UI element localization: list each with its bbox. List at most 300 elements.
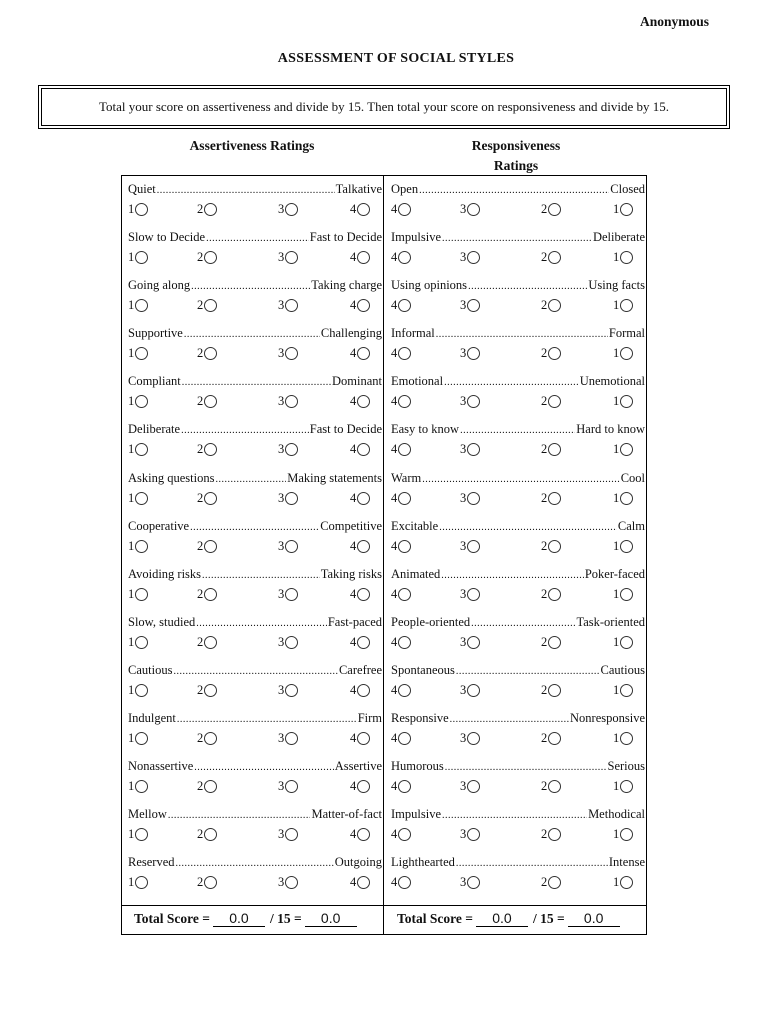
radio-button[interactable] xyxy=(204,636,217,649)
rating-number: 1 xyxy=(613,394,620,409)
rating-option[interactable] xyxy=(541,827,561,842)
item-labels xyxy=(391,422,645,441)
radio-button[interactable] xyxy=(548,251,561,264)
rating-option[interactable] xyxy=(613,779,633,794)
item-labels xyxy=(391,471,645,490)
rating-option[interactable] xyxy=(128,346,148,361)
radio-button[interactable] xyxy=(467,395,480,408)
rating-number: 3 xyxy=(460,731,467,746)
rating-option[interactable] xyxy=(460,298,480,313)
radio-button[interactable] xyxy=(467,828,480,841)
radio-button[interactable] xyxy=(467,636,480,649)
rating-option[interactable] xyxy=(391,875,411,890)
radio-button[interactable] xyxy=(467,203,480,216)
total-score-label: Total Score = xyxy=(134,911,210,926)
rating-option[interactable] xyxy=(541,202,561,217)
rating-option[interactable] xyxy=(350,635,370,650)
rating-option[interactable] xyxy=(613,442,633,457)
rating-option[interactable] xyxy=(460,346,480,361)
rating-option[interactable] xyxy=(460,202,480,217)
rating-option[interactable] xyxy=(541,587,561,602)
radio-button[interactable] xyxy=(548,780,561,793)
radio-button[interactable] xyxy=(357,780,370,793)
radio-button[interactable] xyxy=(135,876,148,889)
rating-option[interactable] xyxy=(613,346,633,361)
radio-button[interactable] xyxy=(285,395,298,408)
rating-option[interactable] xyxy=(541,875,561,890)
right-anchor-label: Taking charge xyxy=(311,278,382,293)
radio-button[interactable] xyxy=(398,732,411,745)
radio-button[interactable] xyxy=(357,540,370,553)
rating-option[interactable] xyxy=(541,539,561,554)
radio-button[interactable] xyxy=(204,732,217,745)
rating-option[interactable] xyxy=(350,587,370,602)
radio-button[interactable] xyxy=(357,684,370,697)
rating-option[interactable] xyxy=(460,875,480,890)
rating-options xyxy=(128,587,382,607)
radio-button[interactable] xyxy=(204,876,217,889)
radio-button[interactable] xyxy=(135,347,148,360)
item-labels xyxy=(128,567,382,586)
author-name: Anonymous xyxy=(639,14,709,29)
radio-button[interactable] xyxy=(467,347,480,360)
rating-option[interactable] xyxy=(278,491,298,506)
rating-option[interactable] xyxy=(350,346,370,361)
radio-button[interactable] xyxy=(285,588,298,601)
rating-option[interactable] xyxy=(128,827,148,842)
rating-option[interactable] xyxy=(278,539,298,554)
rating-option[interactable] xyxy=(128,779,148,794)
rating-option[interactable] xyxy=(541,442,561,457)
right-anchor-label: Outgoing xyxy=(334,855,382,870)
radio-button[interactable] xyxy=(285,251,298,264)
radio-button[interactable] xyxy=(398,876,411,889)
rating-number: 1 xyxy=(613,298,620,313)
radio-button[interactable] xyxy=(357,203,370,216)
rating-option[interactable] xyxy=(128,298,148,313)
radio-button[interactable] xyxy=(548,684,561,697)
rating-option[interactable] xyxy=(613,587,633,602)
rating-option[interactable] xyxy=(278,827,298,842)
radio-button[interactable] xyxy=(398,540,411,553)
dot-leader xyxy=(202,570,320,581)
rating-option[interactable] xyxy=(541,394,561,409)
radio-button[interactable] xyxy=(398,251,411,264)
radio-button[interactable] xyxy=(398,588,411,601)
radio-button[interactable] xyxy=(357,347,370,360)
responsiveness-heading-line2: Ratings xyxy=(493,158,539,173)
rating-option[interactable] xyxy=(197,635,217,650)
responsiveness-item xyxy=(391,759,645,807)
radio-button[interactable] xyxy=(285,684,298,697)
left-anchor-label: Deliberate xyxy=(128,422,181,437)
rating-option[interactable] xyxy=(350,875,370,890)
rating-option[interactable] xyxy=(197,346,217,361)
rating-option[interactable] xyxy=(541,635,561,650)
radio-button[interactable] xyxy=(620,828,633,841)
radio-button[interactable] xyxy=(135,780,148,793)
radio-button[interactable] xyxy=(135,251,148,264)
average-score-field[interactable]: 0.0 xyxy=(568,910,620,927)
radio-button[interactable] xyxy=(467,684,480,697)
rating-option[interactable] xyxy=(128,683,148,698)
radio-button[interactable] xyxy=(398,684,411,697)
total-divider xyxy=(122,905,646,906)
radio-button[interactable] xyxy=(204,540,217,553)
radio-button[interactable] xyxy=(620,395,633,408)
radio-button[interactable] xyxy=(548,540,561,553)
radio-button[interactable] xyxy=(548,588,561,601)
radio-button[interactable] xyxy=(398,780,411,793)
rating-option[interactable] xyxy=(613,491,633,506)
radio-button[interactable] xyxy=(204,203,217,216)
rating-option[interactable] xyxy=(197,827,217,842)
rating-number: 3 xyxy=(278,346,285,361)
rating-option[interactable] xyxy=(391,635,411,650)
rating-number: 2 xyxy=(541,250,548,265)
rating-options xyxy=(128,394,382,414)
assertiveness-item xyxy=(128,374,382,422)
rating-option[interactable] xyxy=(460,731,480,746)
rating-option[interactable] xyxy=(460,539,480,554)
rating-option[interactable] xyxy=(128,875,148,890)
rating-option[interactable] xyxy=(128,635,148,650)
radio-button[interactable] xyxy=(620,876,633,889)
rating-option[interactable] xyxy=(128,394,148,409)
rating-option[interactable] xyxy=(460,442,480,457)
item-labels xyxy=(128,326,382,345)
rating-option[interactable] xyxy=(278,875,298,890)
assertiveness-column xyxy=(128,182,382,903)
rating-option[interactable] xyxy=(391,587,411,602)
rating-option[interactable] xyxy=(197,587,217,602)
radio-button[interactable] xyxy=(467,492,480,505)
rating-option[interactable] xyxy=(613,202,633,217)
radio-button[interactable] xyxy=(135,636,148,649)
radio-button[interactable] xyxy=(135,299,148,312)
radio-button[interactable] xyxy=(204,492,217,505)
rating-option[interactable] xyxy=(541,731,561,746)
rating-option[interactable] xyxy=(350,442,370,457)
radio-button[interactable] xyxy=(204,251,217,264)
radio-button[interactable] xyxy=(620,540,633,553)
rating-option[interactable] xyxy=(613,250,633,265)
rating-option[interactable] xyxy=(350,250,370,265)
rating-option[interactable] xyxy=(391,539,411,554)
rating-number: 1 xyxy=(613,586,620,601)
rating-option[interactable] xyxy=(613,731,633,746)
radio-button[interactable] xyxy=(620,347,633,360)
radio-button[interactable] xyxy=(398,828,411,841)
radio-button[interactable] xyxy=(357,876,370,889)
rating-option[interactable] xyxy=(350,731,370,746)
rating-option[interactable] xyxy=(128,202,148,217)
rating-options xyxy=(128,539,382,559)
radio-button[interactable] xyxy=(548,443,561,456)
rating-option[interactable] xyxy=(541,250,561,265)
rating-option[interactable] xyxy=(278,683,298,698)
radio-button[interactable] xyxy=(204,299,217,312)
rating-option[interactable] xyxy=(391,827,411,842)
rating-number: 4 xyxy=(391,346,398,361)
total-score-field[interactable]: 0.0 xyxy=(213,910,265,927)
radio-button[interactable] xyxy=(204,780,217,793)
rating-options xyxy=(128,779,382,799)
radio-button[interactable] xyxy=(620,588,633,601)
rating-option[interactable] xyxy=(613,683,633,698)
rating-option[interactable] xyxy=(128,731,148,746)
radio-button[interactable] xyxy=(285,299,298,312)
rating-option[interactable] xyxy=(128,587,148,602)
radio-button[interactable] xyxy=(357,299,370,312)
rating-option[interactable] xyxy=(197,202,217,217)
rating-option[interactable] xyxy=(278,731,298,746)
left-anchor-label: Compliant xyxy=(128,374,181,389)
rating-option[interactable] xyxy=(278,779,298,794)
rating-option[interactable] xyxy=(128,539,148,554)
right-anchor-label: Fast to Decide xyxy=(309,422,382,437)
radio-button[interactable] xyxy=(467,732,480,745)
rating-option[interactable] xyxy=(541,298,561,313)
rating-option[interactable] xyxy=(350,202,370,217)
dot-leader xyxy=(439,522,617,533)
radio-button[interactable] xyxy=(357,636,370,649)
responsiveness-heading xyxy=(385,136,647,176)
rating-option[interactable] xyxy=(391,491,411,506)
radio-button[interactable] xyxy=(620,732,633,745)
radio-button[interactable] xyxy=(135,540,148,553)
page-title: ASSESSMENT OF SOCIAL STYLES xyxy=(277,51,515,66)
rating-option[interactable] xyxy=(391,731,411,746)
rating-option[interactable] xyxy=(613,875,633,890)
rating-option[interactable] xyxy=(197,442,217,457)
rating-option[interactable] xyxy=(350,539,370,554)
radio-button[interactable] xyxy=(135,395,148,408)
radio-button[interactable] xyxy=(357,588,370,601)
radio-button[interactable] xyxy=(620,251,633,264)
radio-button[interactable] xyxy=(620,780,633,793)
radio-button[interactable] xyxy=(285,492,298,505)
left-anchor-label: Avoiding risks xyxy=(128,566,202,581)
rating-option[interactable] xyxy=(460,827,480,842)
average-score-field[interactable]: 0.0 xyxy=(305,910,357,927)
radio-button[interactable] xyxy=(135,684,148,697)
radio-button[interactable] xyxy=(204,828,217,841)
rating-number: 4 xyxy=(350,634,357,649)
rating-option[interactable] xyxy=(197,394,217,409)
item-labels xyxy=(128,519,382,538)
radio-button[interactable] xyxy=(357,443,370,456)
rating-option[interactable] xyxy=(391,779,411,794)
radio-button[interactable] xyxy=(548,299,561,312)
rating-option[interactable] xyxy=(278,587,298,602)
radio-button[interactable] xyxy=(285,828,298,841)
radio-button[interactable] xyxy=(357,732,370,745)
radio-button[interactable] xyxy=(204,347,217,360)
rating-option[interactable] xyxy=(391,298,411,313)
rating-option[interactable] xyxy=(613,394,633,409)
rating-number: 1 xyxy=(128,586,135,601)
rating-option[interactable] xyxy=(197,731,217,746)
rating-number: 2 xyxy=(197,394,204,409)
radio-button[interactable] xyxy=(135,203,148,216)
radio-button[interactable] xyxy=(620,492,633,505)
radio-button[interactable] xyxy=(135,732,148,745)
rating-option[interactable] xyxy=(278,298,298,313)
rating-option[interactable] xyxy=(541,491,561,506)
rating-options xyxy=(391,635,645,655)
rating-number: 4 xyxy=(350,731,357,746)
radio-button[interactable] xyxy=(548,347,561,360)
rating-number: 4 xyxy=(391,442,398,457)
rating-option[interactable] xyxy=(613,827,633,842)
radio-button[interactable] xyxy=(285,876,298,889)
radio-button[interactable] xyxy=(285,203,298,216)
radio-button[interactable] xyxy=(548,203,561,216)
item-labels xyxy=(391,182,645,201)
radio-button[interactable] xyxy=(548,492,561,505)
radio-button[interactable] xyxy=(548,732,561,745)
radio-button[interactable] xyxy=(398,492,411,505)
rating-option[interactable] xyxy=(460,635,480,650)
rating-number: 4 xyxy=(350,779,357,794)
rating-number: 1 xyxy=(613,731,620,746)
radio-button[interactable] xyxy=(204,684,217,697)
rating-option[interactable] xyxy=(350,779,370,794)
rating-option[interactable] xyxy=(350,298,370,313)
rating-option[interactable] xyxy=(613,298,633,313)
radio-button[interactable] xyxy=(357,395,370,408)
radio-button[interactable] xyxy=(467,251,480,264)
rating-option[interactable] xyxy=(391,442,411,457)
rating-option[interactable] xyxy=(613,635,633,650)
rating-option[interactable] xyxy=(460,683,480,698)
rating-option[interactable] xyxy=(197,683,217,698)
radio-button[interactable] xyxy=(467,299,480,312)
radio-button[interactable] xyxy=(398,636,411,649)
radio-button[interactable] xyxy=(135,492,148,505)
radio-button[interactable] xyxy=(548,876,561,889)
dot-leader xyxy=(168,810,311,821)
rating-option[interactable] xyxy=(541,683,561,698)
radio-button[interactable] xyxy=(204,588,217,601)
radio-button[interactable] xyxy=(398,203,411,216)
rating-option[interactable] xyxy=(197,779,217,794)
rating-option[interactable] xyxy=(197,250,217,265)
radio-button[interactable] xyxy=(548,636,561,649)
radio-button[interactable] xyxy=(285,780,298,793)
radio-button[interactable] xyxy=(285,347,298,360)
rating-option[interactable] xyxy=(350,827,370,842)
rating-option[interactable] xyxy=(460,491,480,506)
rating-options xyxy=(128,491,382,511)
radio-button[interactable] xyxy=(548,395,561,408)
radio-button[interactable] xyxy=(620,299,633,312)
item-labels xyxy=(128,807,382,826)
left-anchor-label: Spontaneous xyxy=(391,662,455,677)
radio-button[interactable] xyxy=(398,299,411,312)
left-anchor-label: Indulgent xyxy=(128,711,176,726)
rating-option[interactable] xyxy=(460,779,480,794)
radio-button[interactable] xyxy=(204,395,217,408)
rating-option[interactable] xyxy=(197,875,217,890)
dot-leader xyxy=(471,618,575,629)
rating-option[interactable] xyxy=(460,250,480,265)
radio-button[interactable] xyxy=(135,443,148,456)
rating-option[interactable] xyxy=(128,442,148,457)
rating-option[interactable] xyxy=(128,250,148,265)
radio-button[interactable] xyxy=(467,588,480,601)
rating-option[interactable] xyxy=(278,442,298,457)
rating-option[interactable] xyxy=(197,539,217,554)
radio-button[interactable] xyxy=(620,636,633,649)
rating-option[interactable] xyxy=(278,346,298,361)
rating-option[interactable] xyxy=(613,539,633,554)
radio-button[interactable] xyxy=(135,588,148,601)
radio-button[interactable] xyxy=(357,828,370,841)
rating-option[interactable] xyxy=(197,491,217,506)
radio-button[interactable] xyxy=(467,876,480,889)
radio-button[interactable] xyxy=(285,732,298,745)
radio-button[interactable] xyxy=(398,347,411,360)
radio-button[interactable] xyxy=(620,443,633,456)
radio-button[interactable] xyxy=(467,540,480,553)
rating-option[interactable] xyxy=(350,683,370,698)
rating-option[interactable] xyxy=(128,491,148,506)
radio-button[interactable] xyxy=(357,492,370,505)
radio-button[interactable] xyxy=(620,684,633,697)
rating-option[interactable] xyxy=(278,202,298,217)
radio-button[interactable] xyxy=(620,203,633,216)
rating-option[interactable] xyxy=(278,394,298,409)
rating-option[interactable] xyxy=(391,683,411,698)
rating-option[interactable] xyxy=(350,394,370,409)
rating-option[interactable] xyxy=(278,250,298,265)
radio-button[interactable] xyxy=(548,828,561,841)
right-anchor-label: Cautious xyxy=(600,662,645,677)
rating-option[interactable] xyxy=(460,587,480,602)
rating-option[interactable] xyxy=(350,491,370,506)
rating-option[interactable] xyxy=(391,202,411,217)
rating-option[interactable] xyxy=(391,346,411,361)
radio-button[interactable] xyxy=(135,828,148,841)
rating-number: 2 xyxy=(197,731,204,746)
left-anchor-label: Excitable xyxy=(391,518,439,533)
radio-button[interactable] xyxy=(398,443,411,456)
radio-button[interactable] xyxy=(285,443,298,456)
rating-number: 2 xyxy=(197,298,204,313)
rating-option[interactable] xyxy=(541,346,561,361)
radio-button[interactable] xyxy=(204,443,217,456)
rating-option[interactable] xyxy=(541,779,561,794)
rating-number: 4 xyxy=(350,827,357,842)
radio-button[interactable] xyxy=(357,251,370,264)
radio-button[interactable] xyxy=(467,780,480,793)
rating-option[interactable] xyxy=(197,298,217,313)
total-score-field[interactable]: 0.0 xyxy=(476,910,528,927)
radio-button[interactable] xyxy=(285,540,298,553)
rating-number: 2 xyxy=(197,634,204,649)
rating-option[interactable] xyxy=(391,250,411,265)
radio-button[interactable] xyxy=(285,636,298,649)
radio-button[interactable] xyxy=(398,395,411,408)
rating-option[interactable] xyxy=(391,394,411,409)
rating-option[interactable] xyxy=(460,394,480,409)
radio-button[interactable] xyxy=(467,443,480,456)
right-anchor-label: Methodical xyxy=(588,807,645,822)
rating-option[interactable] xyxy=(278,635,298,650)
responsiveness-heading-line1: Responsiveness xyxy=(471,138,561,153)
